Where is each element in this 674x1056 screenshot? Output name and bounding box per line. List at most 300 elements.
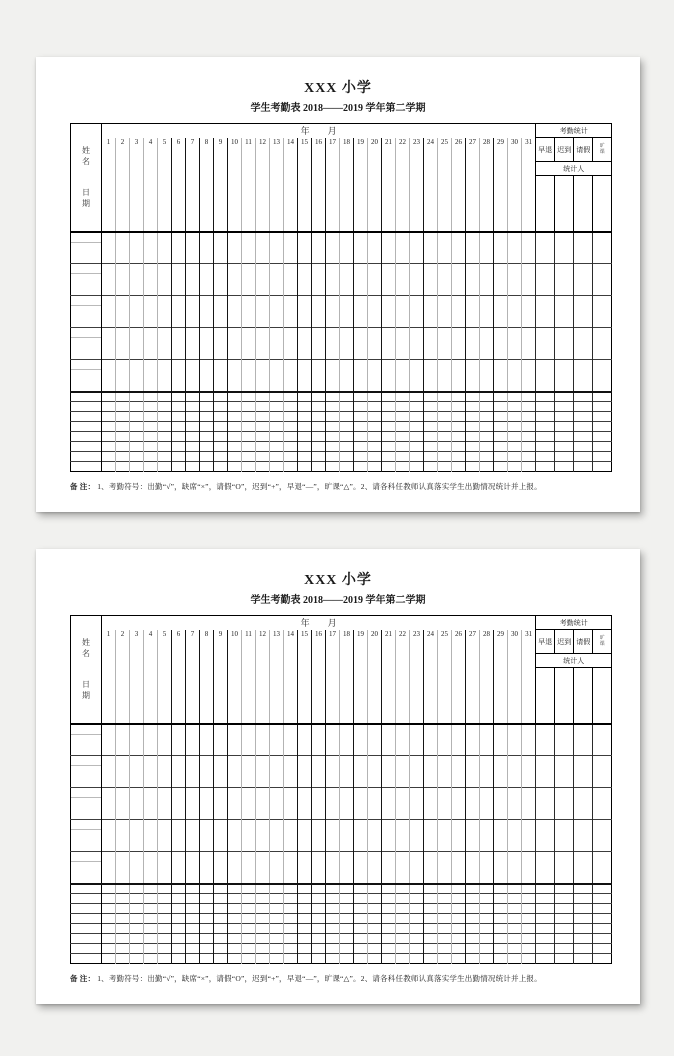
attendance-cell <box>368 934 382 944</box>
attendance-cell <box>396 296 410 328</box>
attendance-cell <box>144 934 158 944</box>
attendance-cell <box>116 894 130 904</box>
attendance-cell <box>494 462 508 472</box>
attendance-cell <box>326 894 340 904</box>
stat-value-cell <box>536 232 555 264</box>
attendance-cell <box>466 894 480 904</box>
attendance-cell <box>494 924 508 934</box>
attendance-cell <box>284 756 298 788</box>
attendance-cell <box>172 944 186 954</box>
attendance-cell <box>312 462 326 472</box>
attendance-cell <box>438 788 452 820</box>
attendance-cell <box>452 954 466 964</box>
attendance-cell <box>102 788 116 820</box>
attendance-cell <box>340 392 354 402</box>
attendance-cell <box>438 884 452 894</box>
attendance-cell <box>172 462 186 472</box>
attendance-cell <box>368 452 382 462</box>
attendance-cell <box>368 914 382 924</box>
attendance-cell <box>340 232 354 264</box>
attendance-cell <box>466 462 480 472</box>
attendance-cell <box>410 422 424 432</box>
attendance-cell <box>424 724 438 756</box>
attendance-cell <box>172 954 186 964</box>
attendance-cell <box>270 924 284 934</box>
stat-value-cell <box>536 422 555 432</box>
attendance-cell <box>312 904 326 914</box>
attendance-cell <box>158 264 172 296</box>
stat-value-cell <box>536 328 555 360</box>
attendance-cell <box>452 944 466 954</box>
attendance-cell <box>438 442 452 452</box>
sheet-subtitle: 学生考勤表 2018——2019 学年第二学期 <box>250 103 426 114</box>
attendance-cell <box>284 452 298 462</box>
sheet-subtitle: 学生考勤表 2018——2019 学年第二学期 <box>250 595 426 606</box>
attendance-cell <box>424 934 438 944</box>
attendance-cell <box>382 232 396 264</box>
attendance-cell <box>452 788 466 820</box>
stat-value-cell <box>593 392 612 402</box>
attendance-cell <box>368 788 382 820</box>
attendance-cell <box>368 296 382 328</box>
attendance-cell <box>256 264 270 296</box>
stat-value-cell <box>593 724 612 756</box>
attendance-cell <box>102 402 116 412</box>
attendance-cell <box>284 328 298 360</box>
stat-value-cell <box>555 724 574 756</box>
attendance-cell <box>340 904 354 914</box>
attendance-cell <box>326 412 340 422</box>
stat-value-cell <box>574 422 593 432</box>
attendance-cell <box>116 452 130 462</box>
attendance-cell <box>466 914 480 924</box>
student-name-cell <box>71 392 102 402</box>
attendance-cell <box>508 412 522 422</box>
attendance-cell <box>382 724 396 756</box>
attendance-cell <box>452 422 466 432</box>
attendance-cell <box>214 452 228 462</box>
attendance-cell <box>340 360 354 392</box>
student-row <box>71 432 612 442</box>
attendance-cell <box>214 422 228 432</box>
attendance-cell <box>396 452 410 462</box>
attendance-cell <box>438 924 452 934</box>
stat-empty-cell <box>555 176 574 232</box>
attendance-cell <box>382 756 396 788</box>
attendance-cell <box>438 904 452 914</box>
attendance-cell <box>508 884 522 894</box>
attendance-cell <box>368 412 382 422</box>
attendance-cell <box>116 820 130 852</box>
attendance-cell <box>102 412 116 422</box>
attendance-cell <box>172 934 186 944</box>
day-header: 13 <box>270 138 284 232</box>
day-header: 3 <box>130 630 144 724</box>
attendance-cell <box>172 328 186 360</box>
attendance-cell <box>494 894 508 904</box>
attendance-cell <box>228 452 242 462</box>
student-row <box>71 402 612 412</box>
attendance-cell <box>270 788 284 820</box>
attendance-cell <box>186 944 200 954</box>
attendance-cell <box>270 442 284 452</box>
stat-value-cell <box>574 944 593 954</box>
student-name-cell <box>71 442 102 452</box>
attendance-cell <box>522 924 536 934</box>
attendance-cell <box>410 894 424 904</box>
attendance-cell <box>200 894 214 904</box>
attendance-cell <box>172 914 186 924</box>
attendance-cell <box>172 402 186 412</box>
attendance-cell <box>340 788 354 820</box>
attendance-cell <box>508 852 522 884</box>
attendance-cell <box>410 724 424 756</box>
attendance-cell <box>172 852 186 884</box>
day-header: 5 <box>158 630 172 724</box>
student-row <box>71 360 612 392</box>
attendance-cell <box>270 852 284 884</box>
attendance-cell <box>270 360 284 392</box>
attendance-cell <box>102 360 116 392</box>
stat-value-cell <box>593 296 612 328</box>
attendance-cell <box>256 894 270 904</box>
attendance-cell <box>354 904 368 914</box>
attendance-cell <box>172 360 186 392</box>
attendance-cell <box>186 442 200 452</box>
stat-column-label: 请假 <box>574 630 593 654</box>
day-header: 22 <box>396 630 410 724</box>
day-header: 1 <box>102 630 116 724</box>
attendance-cell <box>466 264 480 296</box>
attendance-cell <box>368 924 382 934</box>
attendance-cell <box>102 894 116 904</box>
attendance-cell <box>354 452 368 462</box>
attendance-cell <box>340 432 354 442</box>
attendance-cell <box>354 894 368 904</box>
attendance-cell <box>228 422 242 432</box>
day-header: 18 <box>340 630 354 724</box>
student-name-cell <box>71 432 102 442</box>
stat-empty-cell <box>536 668 555 724</box>
attendance-cell <box>158 820 172 852</box>
attendance-cell <box>186 360 200 392</box>
attendance-cell <box>298 412 312 422</box>
attendance-cell <box>312 924 326 934</box>
attendance-cell <box>256 954 270 964</box>
attendance-cell <box>438 360 452 392</box>
stat-value-cell <box>574 432 593 442</box>
attendance-cell <box>326 264 340 296</box>
attendance-cell <box>158 462 172 472</box>
attendance-cell <box>102 264 116 296</box>
attendance-cell <box>424 402 438 412</box>
student-row <box>71 954 612 964</box>
attendance-cell <box>130 412 144 422</box>
footnote <box>70 481 632 492</box>
stat-value-cell <box>574 820 593 852</box>
attendance-cell <box>312 934 326 944</box>
attendance-cell <box>326 884 340 894</box>
attendance-cell <box>228 924 242 934</box>
attendance-cell <box>396 392 410 402</box>
day-header: 10 <box>228 138 242 232</box>
attendance-cell <box>284 852 298 884</box>
attendance-cell <box>102 944 116 954</box>
attendance-cell <box>508 462 522 472</box>
attendance-cell <box>186 412 200 422</box>
attendance-cell <box>452 756 466 788</box>
attendance-cell <box>186 788 200 820</box>
attendance-cell <box>298 954 312 964</box>
attendance-cell <box>396 914 410 924</box>
attendance-cell <box>228 904 242 914</box>
attendance-cell <box>214 360 228 392</box>
stat-value-cell <box>593 462 612 472</box>
attendance-cell <box>326 820 340 852</box>
attendance-cell <box>102 296 116 328</box>
stat-value-cell <box>574 442 593 452</box>
attendance-cell <box>368 852 382 884</box>
stat-value-cell <box>574 724 593 756</box>
attendance-cell <box>130 232 144 264</box>
stat-value-cell <box>536 296 555 328</box>
attendance-cell <box>494 328 508 360</box>
attendance-cell <box>480 904 494 914</box>
attendance-cell <box>326 392 340 402</box>
footnote <box>70 973 632 984</box>
attendance-cell <box>494 232 508 264</box>
stat-value-cell <box>593 360 612 392</box>
stat-value-cell <box>555 944 574 954</box>
attendance-cell <box>508 914 522 924</box>
attendance-cell <box>438 820 452 852</box>
attendance-cell <box>172 264 186 296</box>
attendance-cell <box>354 820 368 852</box>
attendance-cell <box>340 852 354 884</box>
attendance-cell <box>340 412 354 422</box>
attendance-cell <box>508 944 522 954</box>
attendance-cell <box>466 452 480 462</box>
attendance-cell <box>312 756 326 788</box>
attendance-cell <box>480 296 494 328</box>
attendance-cell <box>410 788 424 820</box>
attendance-cell <box>522 894 536 904</box>
attendance-cell <box>326 442 340 452</box>
day-header: 16 <box>312 630 326 724</box>
attendance-cell <box>480 432 494 442</box>
attendance-cell <box>354 392 368 402</box>
attendance-cell <box>494 788 508 820</box>
day-header: 30 <box>508 138 522 232</box>
student-name-cell <box>71 954 102 964</box>
attendance-cell <box>410 432 424 442</box>
attendance-cell <box>228 884 242 894</box>
attendance-cell <box>340 954 354 964</box>
attendance-cell <box>270 724 284 756</box>
attendance-cell <box>508 820 522 852</box>
attendance-cell <box>172 432 186 442</box>
stat-value-cell <box>593 328 612 360</box>
student-row <box>71 264 612 296</box>
stat-value-cell <box>536 934 555 944</box>
attendance-cell <box>130 756 144 788</box>
attendance-cell <box>116 442 130 452</box>
attendance-cell <box>242 412 256 422</box>
attendance-cell <box>424 264 438 296</box>
attendance-cell <box>228 944 242 954</box>
attendance-cell <box>508 954 522 964</box>
attendance-cell <box>186 422 200 432</box>
attendance-cell <box>214 724 228 756</box>
attendance-cell <box>466 756 480 788</box>
stat-value-cell <box>536 788 555 820</box>
attendance-cell <box>144 894 158 904</box>
attendance-cell <box>270 756 284 788</box>
attendance-cell <box>368 820 382 852</box>
attendance-cell <box>102 934 116 944</box>
attendance-cell <box>186 756 200 788</box>
attendance-cell <box>410 756 424 788</box>
attendance-cell <box>326 934 340 944</box>
stat-value-cell <box>574 462 593 472</box>
attendance-cell <box>508 392 522 402</box>
stat-value-cell <box>536 360 555 392</box>
attendance-cell <box>158 788 172 820</box>
footnote-text: 1、考勤符号：出勤“√”，缺席“×”，请假“O”，迟到“+”，早退“—”，旷课“△”。2、请各科任教师认真落实学生出勤情况统计并上报。 <box>97 482 542 491</box>
attendance-cell <box>130 894 144 904</box>
student-name-cell <box>71 884 102 894</box>
stat-value-cell <box>536 756 555 788</box>
page-2 <box>36 549 640 1004</box>
day-header: 30 <box>508 630 522 724</box>
attendance-cell <box>438 954 452 964</box>
attendance-cell <box>214 944 228 954</box>
attendance-cell <box>214 934 228 944</box>
attendance-cell <box>508 296 522 328</box>
attendance-cell <box>130 442 144 452</box>
attendance-cell <box>200 232 214 264</box>
attendance-cell <box>200 402 214 412</box>
attendance-cell <box>284 442 298 452</box>
student-row <box>71 924 612 934</box>
attendance-cell <box>312 328 326 360</box>
day-header: 27 <box>466 138 480 232</box>
attendance-cell <box>312 360 326 392</box>
attendance-cell <box>158 954 172 964</box>
attendance-cell <box>466 924 480 934</box>
stat-value-cell <box>555 954 574 964</box>
attendance-cell <box>144 392 158 402</box>
attendance-cell <box>298 914 312 924</box>
stat-value-cell <box>593 432 612 442</box>
attendance-cell <box>410 820 424 852</box>
attendance-cell <box>326 788 340 820</box>
day-header: 1 <box>102 138 116 232</box>
student-name-cell <box>71 756 102 788</box>
attendance-cell <box>326 296 340 328</box>
attendance-cell <box>424 442 438 452</box>
attendance-cell <box>144 452 158 462</box>
attendance-cell <box>508 432 522 442</box>
attendance-cell <box>298 904 312 914</box>
attendance-table <box>70 615 612 964</box>
attendance-cell <box>494 296 508 328</box>
day-header: 19 <box>354 630 368 724</box>
student-name-cell <box>71 788 102 820</box>
attendance-cell <box>256 944 270 954</box>
stat-value-cell <box>536 914 555 924</box>
attendance-cell <box>438 422 452 432</box>
day-header: 27 <box>466 630 480 724</box>
attendance-cell <box>382 422 396 432</box>
attendance-cell <box>312 914 326 924</box>
attendance-cell <box>354 462 368 472</box>
attendance-cell <box>410 884 424 894</box>
attendance-cell <box>396 852 410 884</box>
attendance-cell <box>130 462 144 472</box>
attendance-cell <box>228 756 242 788</box>
stat-column-label: 早退 <box>536 138 555 162</box>
attendance-cell <box>228 894 242 904</box>
attendance-cell <box>214 904 228 914</box>
attendance-cell <box>284 820 298 852</box>
attendance-cell <box>228 462 242 472</box>
attendance-cell <box>396 462 410 472</box>
student-row <box>71 852 612 884</box>
student-row <box>71 442 612 452</box>
day-header: 12 <box>256 138 270 232</box>
attendance-cell <box>256 392 270 402</box>
attendance-cell <box>424 884 438 894</box>
attendance-cell <box>508 934 522 944</box>
attendance-cell <box>116 756 130 788</box>
attendance-cell <box>242 296 256 328</box>
attendance-cell <box>452 402 466 412</box>
attendance-cell <box>116 360 130 392</box>
attendance-cell <box>116 852 130 884</box>
col-axis-label: 日期 <box>82 188 90 209</box>
attendance-cell <box>396 756 410 788</box>
attendance-cell <box>368 944 382 954</box>
attendance-cell <box>424 914 438 924</box>
attendance-cell <box>368 724 382 756</box>
attendance-cell <box>298 360 312 392</box>
attendance-cell <box>410 452 424 462</box>
stat-value-cell <box>593 264 612 296</box>
attendance-cell <box>158 724 172 756</box>
attendance-cell <box>242 264 256 296</box>
day-header: 13 <box>270 630 284 724</box>
attendance-cell <box>270 232 284 264</box>
attendance-cell <box>522 328 536 360</box>
attendance-cell <box>340 756 354 788</box>
attendance-cell <box>298 392 312 402</box>
attendance-cell <box>158 452 172 462</box>
attendance-cell <box>340 820 354 852</box>
attendance-cell <box>144 954 158 964</box>
student-row <box>71 392 612 402</box>
attendance-cell <box>424 392 438 402</box>
attendance-cell <box>186 904 200 914</box>
attendance-cell <box>424 452 438 462</box>
attendance-cell <box>382 924 396 934</box>
attendance-cell <box>382 432 396 442</box>
attendance-cell <box>172 924 186 934</box>
day-header: 2 <box>116 630 130 724</box>
attendance-cell <box>480 934 494 944</box>
footnote-label: 备 注： <box>70 482 96 491</box>
attendance-cell <box>298 852 312 884</box>
